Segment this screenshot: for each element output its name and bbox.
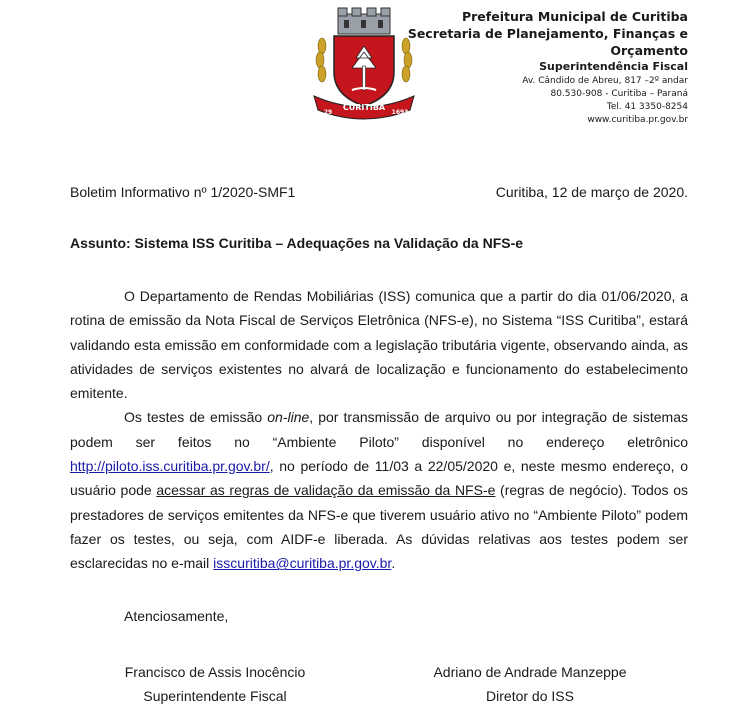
org-line-1: Prefeitura Municipal de Curitiba	[461, 9, 688, 24]
validation-rules-text: acessar as regras de validação da emissão da NFS-e	[156, 482, 496, 499]
p2-text-b: , por transmissão de arquivo ou por integração de sistemas podem ser feitos no “Ambiente Piloto” disponível no endereço eletrônico	[70, 409, 688, 450]
organization-header	[388, 8, 688, 127]
phone: Tel. 41 3350-8254	[606, 102, 688, 112]
signature-title: Diretor do ISS	[486, 688, 574, 704]
subject-line: Assunto: Sistema ISS Curitiba – Adequações na Validação da NFS-e	[70, 235, 524, 251]
org-line-3: Superintendência Fiscal	[539, 60, 688, 73]
signature-name: Francisco de Assis Inocêncio	[124, 664, 306, 680]
crest-year-right: 1693	[391, 109, 409, 116]
org-line-2: Secretaria de Planejamento, Finanças e Orçamento	[407, 26, 688, 58]
p2-text-a: Os testes de emissão	[124, 409, 268, 426]
greeting: Atenciosamente,	[124, 608, 229, 624]
p2-text-d: (regras de negócio). Todos os prestadores de serviços emitentes da NFS-e que tiverem usuário ativo no “Ambiente Piloto” podem fazer os testes, ou seja, com AIDF-e liberada. As dúvidas relativas aos testes podem ser esclarecidas no e-mail	[70, 482, 688, 572]
email-link[interactable]: isscuritiba@curitiba.pr.gov.br	[213, 555, 392, 572]
piloto-link[interactable]: http://piloto.iss.curitiba.pr.gov.br/	[70, 458, 270, 475]
p2-text-e: .	[391, 555, 396, 572]
paragraph-1: O Departamento de Rendas Mobiliárias (ISS) comunica que a partir do dia 01/06/2020, a rotina de emissão da Nota Fiscal de Serviços Eletrônica (NFS-e), no Sistema “ISS Curitiba”, estará validando esta emissão em conformidade com a legislação tributária vigente, observando ainda, as atividades de serviços existentes no alvará de localização e funcionamento do estabelecimento emitente.	[70, 288, 688, 402]
website: www.curitiba.pr.gov.br	[587, 115, 688, 125]
place-date: Curitiba, 12 de março de 2020.	[495, 184, 688, 200]
p2-text-c: , no período de 11/03 a 22/05/2020 e, neste mesmo endereço, o usuário pode	[70, 458, 688, 499]
document-body	[70, 284, 688, 576]
signature-name: Adriano de Andrade Manzeppe	[433, 664, 627, 680]
crest-ribbon-text: CURITIBA	[342, 103, 386, 112]
bulletin-number: Boletim Informativo nº 1/2020-SMF1	[70, 184, 296, 200]
paragraph-2	[70, 405, 688, 575]
signature-block-2	[410, 660, 650, 708]
address-line-1: Av. Cândido de Abreu, 817 –2º andar	[522, 76, 688, 86]
signature-block-1	[100, 660, 330, 708]
address-line-2: 80.530-908 - Curitiba – Paraná	[550, 89, 688, 99]
crest-year-left: 29	[323, 109, 333, 116]
p2-italic-online: on-line	[267, 409, 310, 426]
signature-title: Superintendente Fiscal	[143, 688, 287, 704]
